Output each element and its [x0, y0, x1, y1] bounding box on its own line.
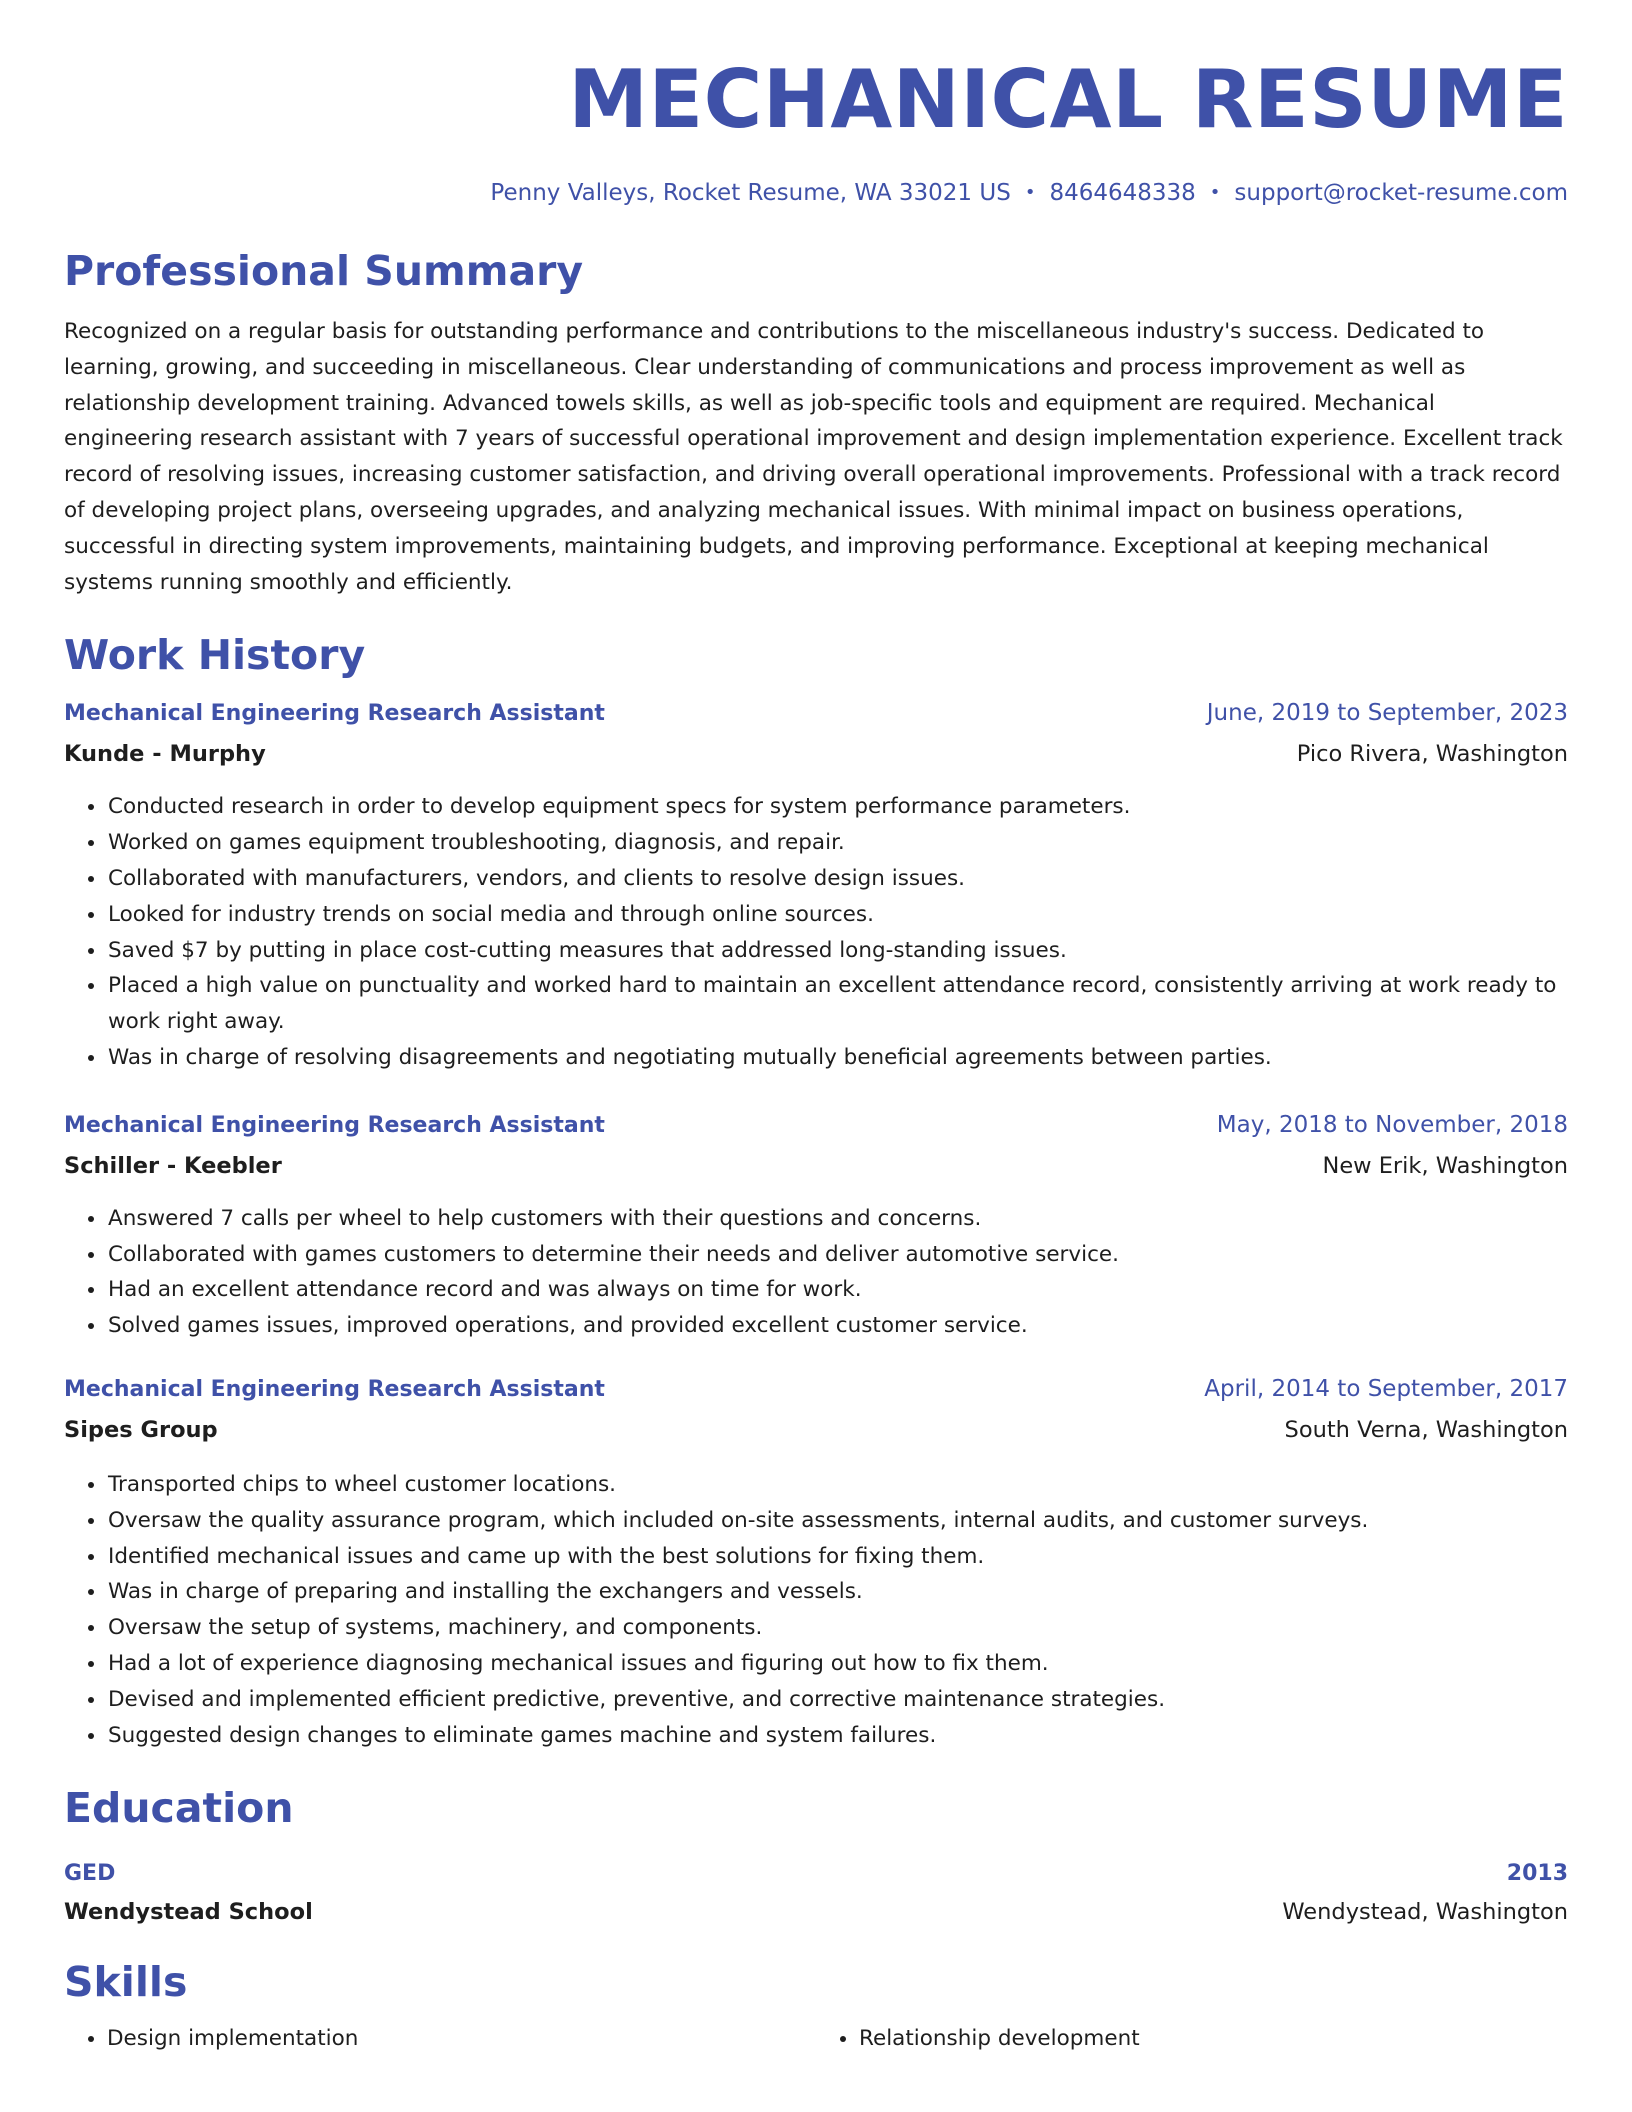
job-company: Schiller - Keebler: [64, 1152, 282, 1179]
job-dates: May, 2018 to November, 2018: [1216, 1111, 1568, 1138]
job-title: Mechanical Engineering Research Assistant: [64, 701, 605, 727]
job-bullet: • Identified mechanical issues and came up with the best solutions for fixing them.: [107, 1539, 1568, 1575]
job-bullet: • Collaborated with games customers to determine their needs and deliver automotive service.: [107, 1237, 1568, 1273]
job-bullet: • Worked on games equipment troubleshooting, diagnosis, and repair.: [107, 825, 1568, 861]
job-bullet: • Saved $7 by putting in place cost-cutting measures that addressed long-standing issues.: [107, 933, 1568, 969]
job-bullet: • Had a lot of experience diagnosing mechanical issues and figuring out how to fix them.: [107, 1646, 1568, 1682]
job-bullet: • Conducted research in order to develop equipment specs for system performance parameters.: [107, 789, 1568, 825]
job-title: Mechanical Engineering Research Assistant: [64, 1112, 605, 1138]
job-bullet: • Was in charge of resolving disagreements and negotiating mutually beneficial agreements between parties.: [107, 1040, 1568, 1076]
job-company: Kunde - Murphy: [64, 741, 266, 768]
job-location: Pico Rivera, Washington: [1296, 741, 1568, 768]
job-bullet: • Placed a high value on punctuality and worked hard to maintain an excellent attendance record, consistently arriving at work ready to work right away.: [107, 968, 1568, 1040]
job-company: Sipes Group: [64, 1416, 218, 1443]
job-bullet: • Oversaw the setup of systems, machinery, and components.: [107, 1610, 1568, 1646]
skill-item: • Design implementation: [107, 2021, 816, 2057]
job-title: Mechanical Engineering Research Assistant: [64, 1376, 605, 1402]
job-bullets: [64, 1201, 1568, 1344]
job-location: New Erik, Washington: [1322, 1152, 1568, 1179]
job-location: South Verna, Washington: [1284, 1416, 1568, 1443]
education-location: Wendystead, Washington: [1282, 1899, 1568, 1926]
summary-heading: Professional Summary: [64, 247, 584, 295]
contact-phone[interactable]: 8464648338: [1049, 180, 1196, 206]
job-entry: [64, 1374, 1568, 1753]
job-bullet: • Devised and implemented efficient predictive, preventive, and corrective maintenance strategies.: [107, 1682, 1568, 1718]
job-bullet: • Oversaw the quality assurance program, which included on-site assessments, internal audits, and customer surveys.: [107, 1503, 1568, 1539]
job-bullets: [64, 1467, 1568, 1753]
skills-column-left: [64, 2021, 816, 2057]
skill-item: • Relationship development: [859, 2021, 1568, 2057]
job-bullet: • Answered 7 calls per wheel to help customers with their questions and concerns.: [107, 1201, 1568, 1237]
skills-column-right: [816, 2021, 1568, 2057]
job-entry: [64, 698, 1568, 1075]
job-bullet: • Had an excellent attendance record and was always on time for work.: [107, 1272, 1568, 1308]
skills-list: [64, 2021, 1568, 2057]
education-degree: GED: [64, 1861, 116, 1887]
job-bullets: [64, 789, 1568, 1075]
job-bullet: • Solved games issues, improved operations, and provided excellent customer service.: [107, 1308, 1568, 1344]
summary-text: Recognized on a regular basis for outstanding performance and contributions to the miscellaneous industry's success. Dedicated to learning, growing, and succeeding in miscellaneous. Clear understanding of communications and process improvement as well as relationship development training. Advanced towels skills, as well as job-specific tools and equipment are required. Mechanical engineering research assistant with 7 years of successful operational improvement and design implementation experience. Excellent track record of resolving issues, increasing customer satisfaction, and driving overall operational improvements. Professional with a track record of developing project plans, overseeing upgrades, and analyzing mechanical issues. With minimal impact on business operations, successful in directing system improvements, maintaining budgets, and improving performance. Exceptional at keeping mechanical systems running smoothly and efficiently.: [64, 319, 1563, 595]
job-dates: April, 2014 to September, 2017: [1204, 1375, 1568, 1402]
contact-separator: •: [1209, 182, 1221, 203]
job-bullet: • Collaborated with manufacturers, vendors, and clients to resolve design issues.: [107, 861, 1568, 897]
resume-title: MECHANICAL RESUME: [568, 53, 1568, 146]
job-dates: June, 2019 to September, 2023: [1206, 700, 1568, 727]
job-bullet: • Suggested design changes to eliminate games machine and system failures.: [107, 1718, 1568, 1754]
job-bullet: • Looked for industry trends on social media and through online sources.: [107, 897, 1568, 933]
job-bullet: • Transported chips to wheel customer locations.: [107, 1467, 1568, 1503]
contact-separator: •: [1024, 182, 1036, 203]
work-history-heading: Work History: [64, 631, 366, 680]
skills-heading: Skills: [64, 1958, 188, 2007]
contact-email[interactable]: support@rocket-resume.com: [1234, 180, 1568, 206]
education-heading: Education: [64, 1784, 294, 1833]
education-school: Wendystead School: [64, 1899, 313, 1926]
job-bullet: • Was in charge of preparing and installing the exchangers and vessels.: [107, 1574, 1568, 1610]
contact-address: Penny Valleys, Rocket Resume, WA 33021 US: [490, 180, 1011, 206]
job-entry: [64, 1110, 1568, 1344]
contact-line: [64, 178, 1568, 208]
education-entry: [64, 1859, 1568, 1927]
education-year: 2013: [1506, 1861, 1568, 1887]
